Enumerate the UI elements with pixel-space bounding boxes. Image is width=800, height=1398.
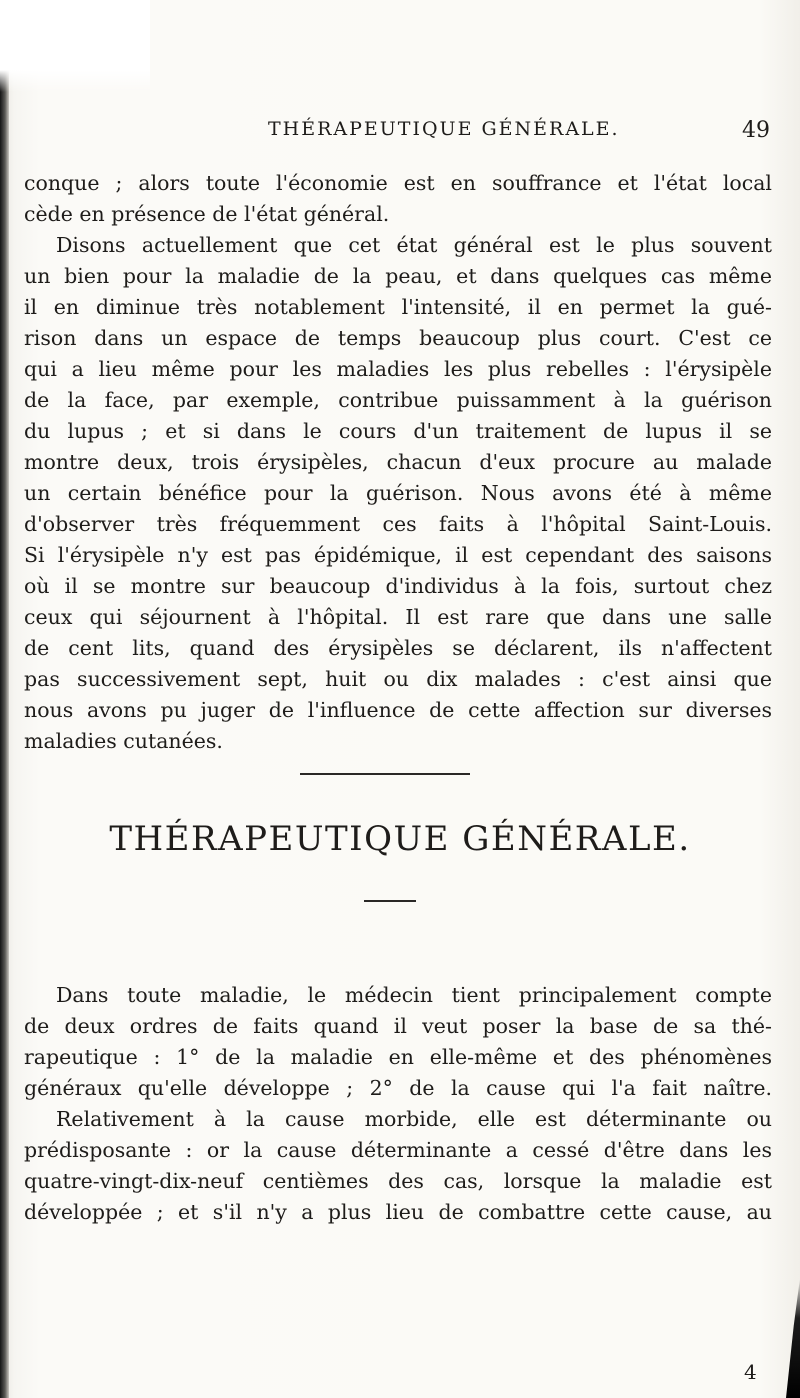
text-line: de la face, par exemple, contribue puissamment à la guérison xyxy=(24,388,772,412)
text-line: ceux qui séjournent à l'hôpital. Il est rare que dans une salle xyxy=(24,605,772,629)
text-line: du lupus ; et si dans le cours d'un traitement de lupus il se xyxy=(24,419,772,443)
running-title: THÉRAPEUTIQUE GÉNÉRALE. xyxy=(268,118,620,140)
page-fold xyxy=(0,0,150,92)
text-line: rapeutique : 1° de la maladie en elle-même et des phénomènes xyxy=(24,1045,772,1069)
text-line: nous avons pu juger de l'influence de cette affection sur diverses xyxy=(24,698,772,722)
text-line: quatre-vingt-dix-neuf centièmes des cas, lorsque la maladie est xyxy=(24,1169,772,1193)
section-heading: THÉRAPEUTIQUE GÉNÉRALE. xyxy=(109,819,691,859)
text-line: où il se montre sur beaucoup d'individus à la fois, surtout chez xyxy=(24,574,772,598)
page-number: 49 xyxy=(742,118,770,143)
text-line: cède en présence de l'état général. xyxy=(24,202,390,226)
text-line: Si l'érysipèle n'y est pas épidémique, il est cependant des saisons xyxy=(24,543,772,567)
text-line: qui a lieu même pour les maladies les plus rebelles : l'érysipèle xyxy=(24,357,772,381)
text-line: Dans toute maladie, le médecin tient principalement compte xyxy=(56,983,772,1007)
text-line: un bien pour la maladie de la peau, et dans quelques cas même xyxy=(24,264,772,288)
text-line: d'observer très fréquemment ces faits à l'hôpital Saint-Louis. xyxy=(24,512,772,536)
text-line: maladies cutanées. xyxy=(24,729,223,753)
text-line: Relativement à la cause morbide, elle est déterminante ou xyxy=(56,1107,772,1131)
text-line: pas successivement sept, huit ou dix malades : c'est ainsi que xyxy=(24,667,772,691)
text-line: il en diminue très notablement l'intensité, il en permet la gué- xyxy=(24,295,772,319)
text-line: conque ; alors toute l'économie est en souffrance et l'état local xyxy=(24,171,772,195)
running-head xyxy=(0,114,800,144)
text-line: développée ; et s'il n'y a plus lieu de combattre cette cause, au xyxy=(24,1200,772,1224)
page-corner-shadow xyxy=(786,1278,800,1398)
section-divider xyxy=(300,773,470,775)
text-line: de cent lits, quand des érysipèles se déclarent, ils n'affectent xyxy=(24,636,772,660)
heading-underline xyxy=(364,900,416,902)
signature-mark: 4 xyxy=(744,1360,757,1384)
text-line: montre deux, trois érysipèles, chacun d'eux procure au malade xyxy=(24,450,772,474)
text-line: rison dans un espace de temps beaucoup plus court. C'est ce xyxy=(24,326,772,350)
text-line: de deux ordres de faits quand il veut poser la base de sa thé- xyxy=(24,1014,772,1038)
text-line: un certain bénéfice pour la guérison. Nous avons été à même xyxy=(24,481,772,505)
binding-shadow xyxy=(0,0,9,1398)
text-line: Disons actuellement que cet état général est le plus souvent xyxy=(56,233,772,257)
text-line: généraux qu'elle développe ; 2° de la cause qui l'a fait naître. xyxy=(24,1076,772,1100)
text-line: prédisposante : or la cause déterminante a cessé d'être dans les xyxy=(24,1138,772,1162)
